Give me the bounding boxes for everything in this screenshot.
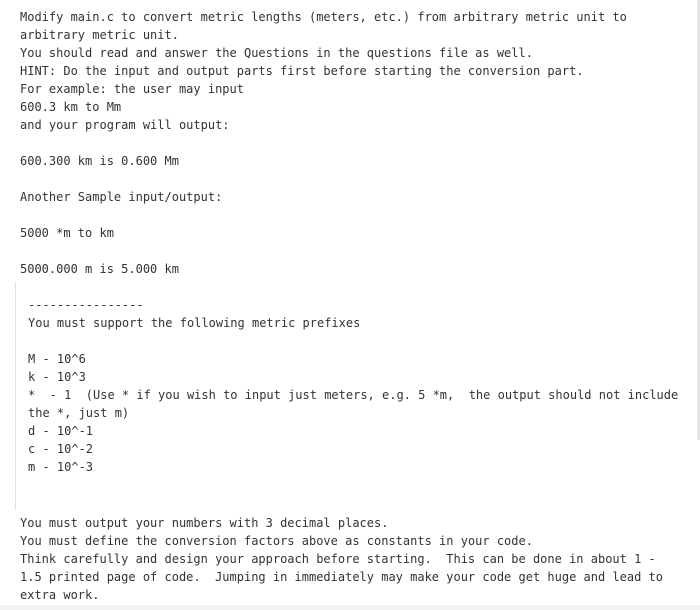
requirement-line: Think carefully and design your approach before starting. This can be done in about 1 - xyxy=(20,552,656,566)
sample-output: 5000.000 m is 5.000 km xyxy=(20,262,179,276)
separator-line: ---------------- xyxy=(28,298,144,312)
instruction-line: You should read and answer the Questions in the questions file as well. xyxy=(20,46,533,60)
requirement-line: You must output your numbers with 3 decimal places. xyxy=(20,516,389,530)
instruction-line: For example: the user may input xyxy=(20,82,244,96)
hint-line: HINT: Do the input and output parts first before starting the conversion part. xyxy=(20,64,584,78)
requirement-line: 1.5 printed page of code. Jumping in immediately may make your code get huge and lead to xyxy=(20,570,663,584)
requirement-line: extra work. xyxy=(20,588,100,602)
prefix-item: the *, just m) xyxy=(28,406,130,420)
prefix-item: k - 10^3 xyxy=(28,370,86,384)
prefix-item: d - 10^-1 xyxy=(28,424,94,438)
sample-input: 5000 *m to km xyxy=(20,226,114,240)
instruction-line: arbitrary metric unit. xyxy=(20,28,179,42)
prefix-item: m - 10^-3 xyxy=(28,460,94,474)
instruction-line: and your program will output: xyxy=(20,118,230,132)
sample-heading: Another Sample input/output: xyxy=(20,190,223,204)
prefixes-heading: You must support the following metric prefixes xyxy=(28,316,361,330)
instruction-line: Modify main.c to convert metric lengths (meters, etc.) from arbitrary metric unit to xyxy=(20,10,627,24)
bottom-edge xyxy=(0,605,700,610)
sample-output: 600.300 km is 0.600 Mm xyxy=(20,154,179,168)
quote-border xyxy=(15,282,16,510)
sample-input: 600.3 km to Mm xyxy=(20,100,122,114)
requirement-line: You must define the conversion factors above as constants in your code. xyxy=(20,534,533,548)
prefix-item: M - 10^6 xyxy=(28,352,86,366)
prefix-item: c - 10^-2 xyxy=(28,442,94,456)
prefix-item: * - 1 (Use * if you wish to input just meters, e.g. 5 *m, the output should not include xyxy=(28,388,679,402)
